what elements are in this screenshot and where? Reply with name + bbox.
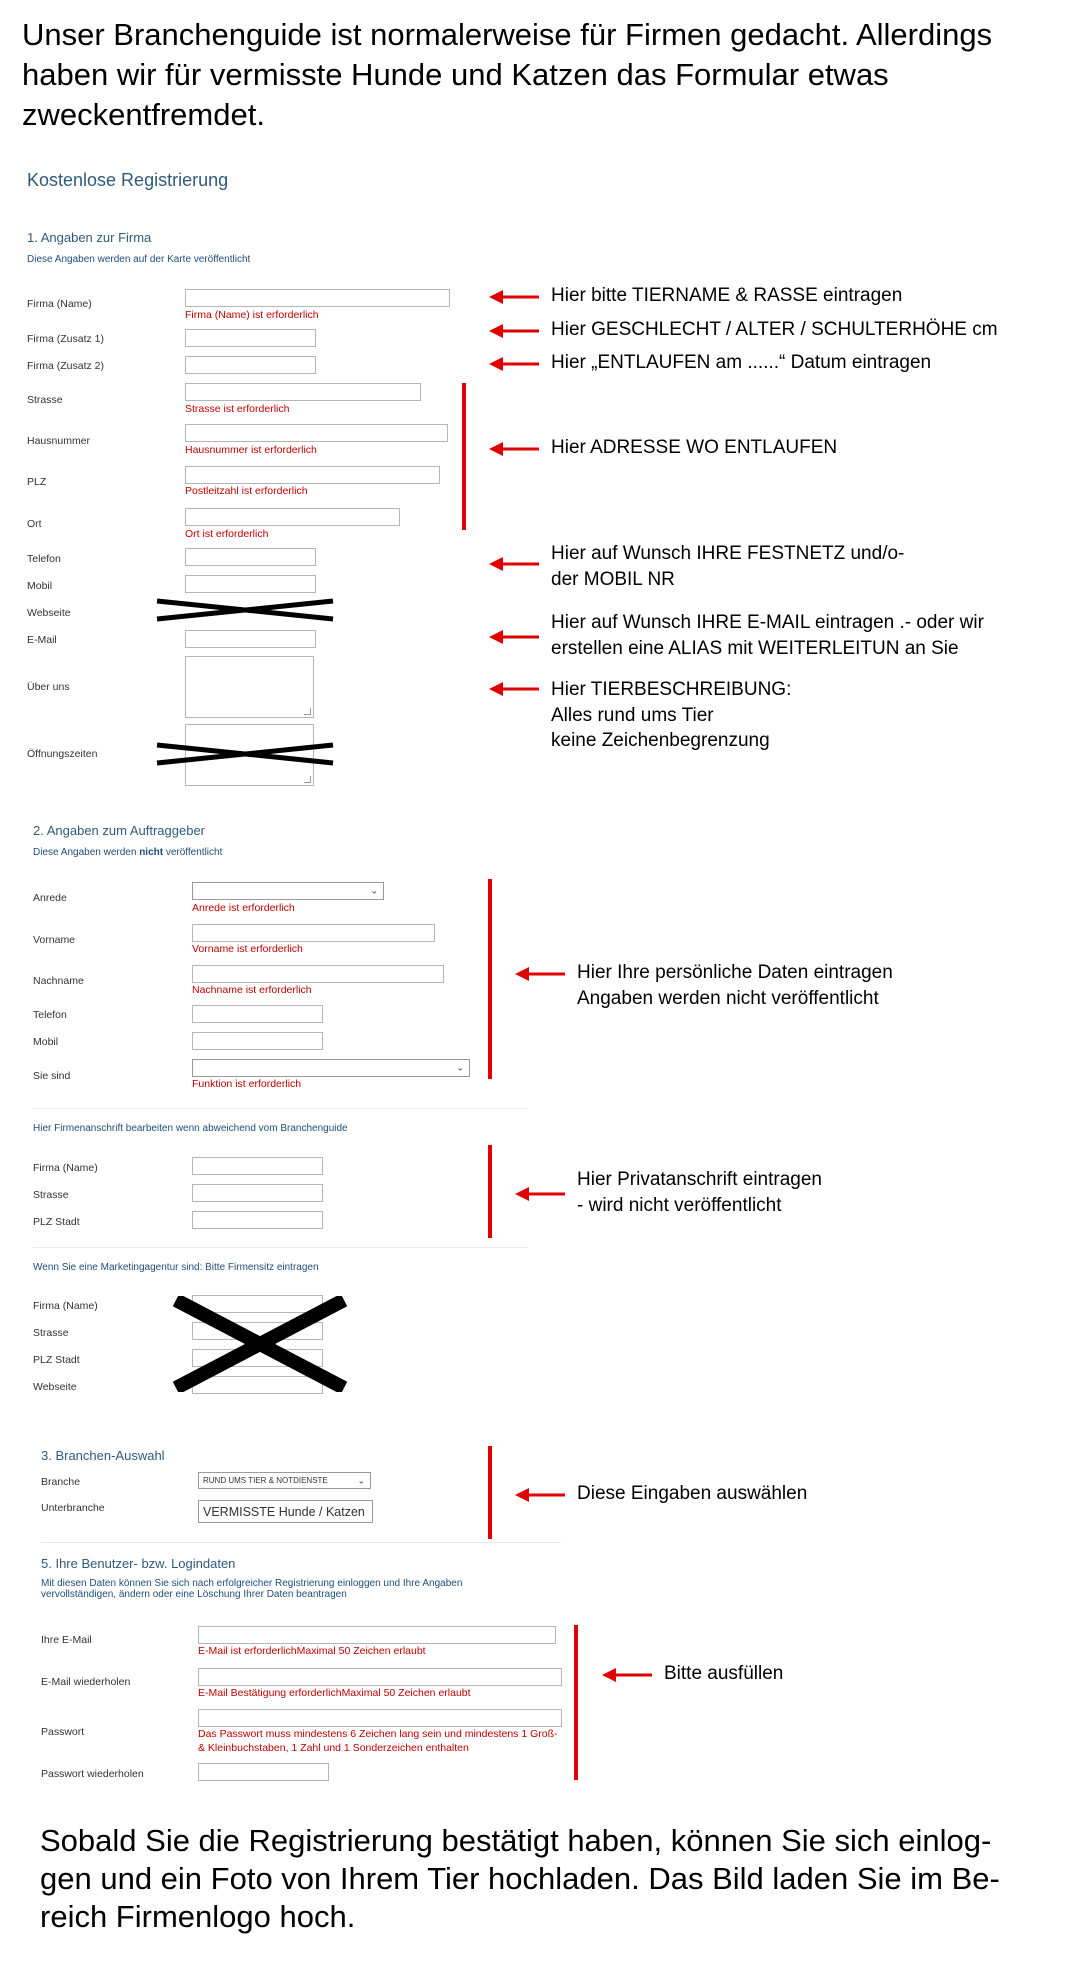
note-persoenlich-line-2: Angaben werden nicht veröffentlicht	[577, 988, 879, 1009]
note-entlaufen: Hier „ENTLAUFEN am ......“ Datum eintragen	[551, 352, 932, 373]
label-oeffnungszeiten: Öffnungszeiten	[27, 748, 98, 760]
section2-subtitle: Diese Angaben werden nicht veröffentlicht	[33, 847, 223, 858]
note-adresse: Hier ADRESSE WO ENTLAUFEN	[551, 437, 838, 458]
note-festnetz-line-2: der MOBIL NR	[551, 569, 675, 590]
section5-subtitle-line-1: Mit diesen Daten können Sie sich nach erfolgreicher Registrierung einloggen und Ihre Angaben	[41, 1578, 463, 1589]
label-unterbranche: Unterbranche	[41, 1502, 105, 1514]
label-anrede: Anrede	[33, 892, 67, 904]
private-address-heading: Hier Firmenanschrift bearbeiten wenn abweichend vom Branchenguide	[33, 1123, 348, 1134]
note-email-line-1: Hier auf Wunsch IHRE E-MAIL eintragen .- oder wir	[551, 612, 984, 633]
label-zusatz-2: Firma (Zusatz 2)	[27, 360, 105, 372]
unterbranche-select[interactable]: VERMISSTE Hunde / Katzen	[198, 1500, 373, 1523]
outro-line-1: Sobald Sie die Registrierung bestätigt haben, können Sie sich einlog-	[40, 1823, 992, 1858]
section5-heading: 5. Ihre Benutzer- bzw. Logindaten	[41, 1556, 236, 1571]
note-festnetz-line-1: Hier auf Wunsch IHRE FESTNETZ und/o-	[551, 543, 905, 564]
label-telefon: Telefon	[27, 553, 61, 565]
password-error-line-2: & Kleinbuchstaben, 1 Zahl und 1 Sonderzeichen enthalten	[198, 1742, 469, 1754]
label-zusatz-1: Firma (Zusatz 1)	[27, 333, 105, 345]
mobil-2-input[interactable]	[192, 1032, 323, 1050]
telefon-input[interactable]	[185, 548, 316, 566]
note-ausfuellen: Bitte ausfüllen	[664, 1663, 784, 1684]
arrow-email	[489, 629, 539, 645]
arrow-festnetz	[489, 556, 539, 572]
label-ueber-uns: Über uns	[27, 681, 70, 693]
hausnummer-input[interactable]	[185, 424, 448, 442]
login-email-input[interactable]	[198, 1626, 556, 1644]
outro-line-3: reich Firmenlogo hoch.	[40, 1899, 356, 1934]
arrow-privat	[515, 1186, 565, 1202]
section3-heading: 3. Branchen-Auswahl	[41, 1448, 165, 1463]
intro-line-1: Unser Branchenguide ist normalerweise für Firmen gedacht. Allerdings	[22, 17, 993, 52]
ort-error: Ort ist erforderlich	[185, 528, 269, 540]
note-beschreibung-line-2: Alles rund ums Tier	[551, 705, 714, 726]
firma-name-error: Firma (Name) ist erforderlich	[185, 309, 319, 321]
outro-line-2: gen und ein Foto von Ihrem Tier hochladen. Das Bild laden Sie im Be-	[40, 1861, 1000, 1896]
ort-input[interactable]	[185, 508, 400, 526]
plz-error: Postleitzahl ist erforderlich	[185, 485, 308, 497]
divider	[33, 1108, 528, 1109]
nachname-input[interactable]	[192, 965, 444, 983]
label-ort: Ort	[27, 518, 42, 530]
login-email-error: E-Mail ist erforderlichMaximal 50 Zeichen erlaubt	[198, 1645, 426, 1657]
bracket-adresse	[462, 383, 466, 530]
private-firma-input[interactable]	[192, 1157, 323, 1175]
chevron-down-icon: ⌄	[357, 1475, 365, 1485]
private-strasse-input[interactable]	[192, 1184, 323, 1202]
chevron-down-icon: ⌄	[370, 885, 378, 896]
arrow-ausfuellen	[602, 1667, 652, 1683]
arrow-tiername	[489, 289, 539, 305]
agency-crossed-out-mark	[172, 1296, 348, 1392]
strasse-input[interactable]	[185, 383, 421, 401]
label-vorname: Vorname	[33, 934, 76, 946]
label-agency-strasse: Strasse	[33, 1327, 69, 1339]
label-private-firma: Firma (Name)	[33, 1162, 98, 1174]
agency-heading: Wenn Sie eine Marketingagentur sind: Bitte Firmensitz eintragen	[33, 1262, 319, 1273]
mobil-input[interactable]	[185, 575, 316, 593]
vorname-error: Vorname ist erforderlich	[192, 943, 303, 955]
sie-sind-error: Funktion ist erforderlich	[192, 1078, 302, 1090]
divider	[41, 1542, 561, 1543]
section1-subtitle: Diese Angaben werden auf der Karte veröffentlicht	[27, 254, 251, 265]
label-branche: Branche	[41, 1476, 81, 1488]
intro-line-3: zweckentfremdet.	[22, 97, 265, 132]
note-auswaehlen: Diese Eingaben auswählen	[577, 1483, 808, 1504]
note-geschlecht: Hier GESCHLECHT / ALTER / SCHULTERHÖHE cm	[551, 319, 998, 340]
hausnummer-error: Hausnummer ist erforderlich	[185, 444, 317, 456]
anrede-error: Anrede ist erforderlich	[192, 902, 295, 914]
chevron-down-icon: ⌄	[456, 1062, 464, 1073]
label-firma-name: Firma (Name)	[27, 298, 92, 310]
email-input[interactable]	[185, 630, 316, 648]
bracket-privat	[488, 1145, 492, 1238]
zusatz-1-input[interactable]	[185, 329, 316, 347]
arrow-geschlecht	[489, 323, 539, 339]
strasse-error: Strasse ist erforderlich	[185, 403, 290, 415]
email-repeat-error: E-Mail Bestätigung erforderlichMaximal 50 Zeichen erlaubt	[198, 1687, 471, 1699]
label-plz: PLZ	[27, 476, 47, 488]
arrow-beschreibung	[489, 681, 539, 697]
form-title: Kostenlose Registrierung	[27, 170, 229, 190]
label-webseite: Webseite	[27, 607, 71, 619]
password-input[interactable]	[198, 1709, 562, 1727]
label-mobil-2: Mobil	[33, 1036, 59, 1048]
zusatz-2-input[interactable]	[185, 356, 316, 374]
bracket-persoenlich	[488, 879, 492, 1079]
nachname-error: Nachname ist erforderlich	[192, 984, 312, 996]
note-tiername: Hier bitte TIERNAME & RASSE eintragen	[551, 285, 903, 306]
label-email: E-Mail	[27, 634, 57, 646]
label-private-plz-stadt: PLZ Stadt	[33, 1216, 80, 1228]
label-email-repeat: E-Mail wiederholen	[41, 1676, 131, 1688]
telefon-2-input[interactable]	[192, 1005, 323, 1023]
label-password-repeat: Passwort wiederholen	[41, 1768, 144, 1780]
vorname-input[interactable]	[192, 924, 435, 942]
note-beschreibung-line-3: keine Zeichenbegrenzung	[551, 730, 770, 751]
arrow-adresse	[489, 441, 539, 457]
label-login-email: Ihre E-Mail	[41, 1634, 92, 1646]
password-error-line-1: Das Passwort muss mindestens 6 Zeichen lang sein und mindestens 1 Groß-	[198, 1728, 558, 1740]
label-mobil: Mobil	[27, 580, 53, 592]
label-agency-plz-stadt: PLZ Stadt	[33, 1354, 80, 1366]
intro-line-2: haben wir für vermisste Hunde und Katzen das Formular etwas	[22, 57, 889, 92]
label-agency-webseite: Webseite	[33, 1381, 77, 1393]
label-telefon-2: Telefon	[33, 1009, 67, 1021]
label-strasse: Strasse	[27, 394, 63, 406]
arrow-auswahl	[515, 1487, 565, 1503]
bracket-auswahl	[488, 1446, 492, 1539]
section2-heading: 2. Angaben zum Auftraggeber	[33, 823, 206, 838]
anrede-select[interactable]	[192, 882, 384, 900]
note-email-line-2: erstellen eine ALIAS mit WEITERLEITUN an Sie	[551, 638, 959, 659]
label-hausnummer: Hausnummer	[27, 435, 91, 447]
note-privat-line-2: - wird nicht veröffentlicht	[577, 1195, 782, 1216]
label-private-strasse: Strasse	[33, 1189, 69, 1201]
label-agency-firma: Firma (Name)	[33, 1300, 98, 1312]
arrow-persoenlich	[515, 966, 565, 982]
arrow-entlaufen	[489, 356, 539, 372]
sie-sind-select[interactable]	[192, 1059, 470, 1077]
branche-select[interactable]: RUND UMS TIER & NOTDIENSTE ⌄	[198, 1472, 371, 1489]
label-sie-sind: Sie sind	[33, 1070, 71, 1082]
label-nachname: Nachname	[33, 975, 84, 987]
note-beschreibung-line-1: Hier TIERBESCHREIBUNG:	[551, 679, 792, 700]
webseite-crossed-out-mark	[155, 598, 335, 622]
email-repeat-input[interactable]	[198, 1668, 562, 1686]
private-plz-stadt-input[interactable]	[192, 1211, 323, 1229]
note-privat-line-1: Hier Privatanschrift eintragen	[577, 1169, 822, 1190]
note-persoenlich-line-1: Hier Ihre persönliche Daten eintragen	[577, 962, 893, 983]
plz-input[interactable]	[185, 466, 440, 484]
bracket-ausfuellen	[574, 1625, 578, 1780]
oeffnungszeiten-crossed-out-mark	[155, 742, 335, 766]
divider	[33, 1247, 528, 1248]
label-password: Passwort	[41, 1726, 85, 1738]
section1-heading: 1. Angaben zur Firma	[27, 230, 152, 245]
password-repeat-input[interactable]	[198, 1763, 329, 1781]
ueber-uns-textarea[interactable]	[185, 656, 314, 718]
section5-subtitle-line-2: vervollständigen, ändern oder eine Löschung Ihrer Daten beantragen	[41, 1589, 347, 1600]
firma-name-input[interactable]	[185, 289, 450, 307]
